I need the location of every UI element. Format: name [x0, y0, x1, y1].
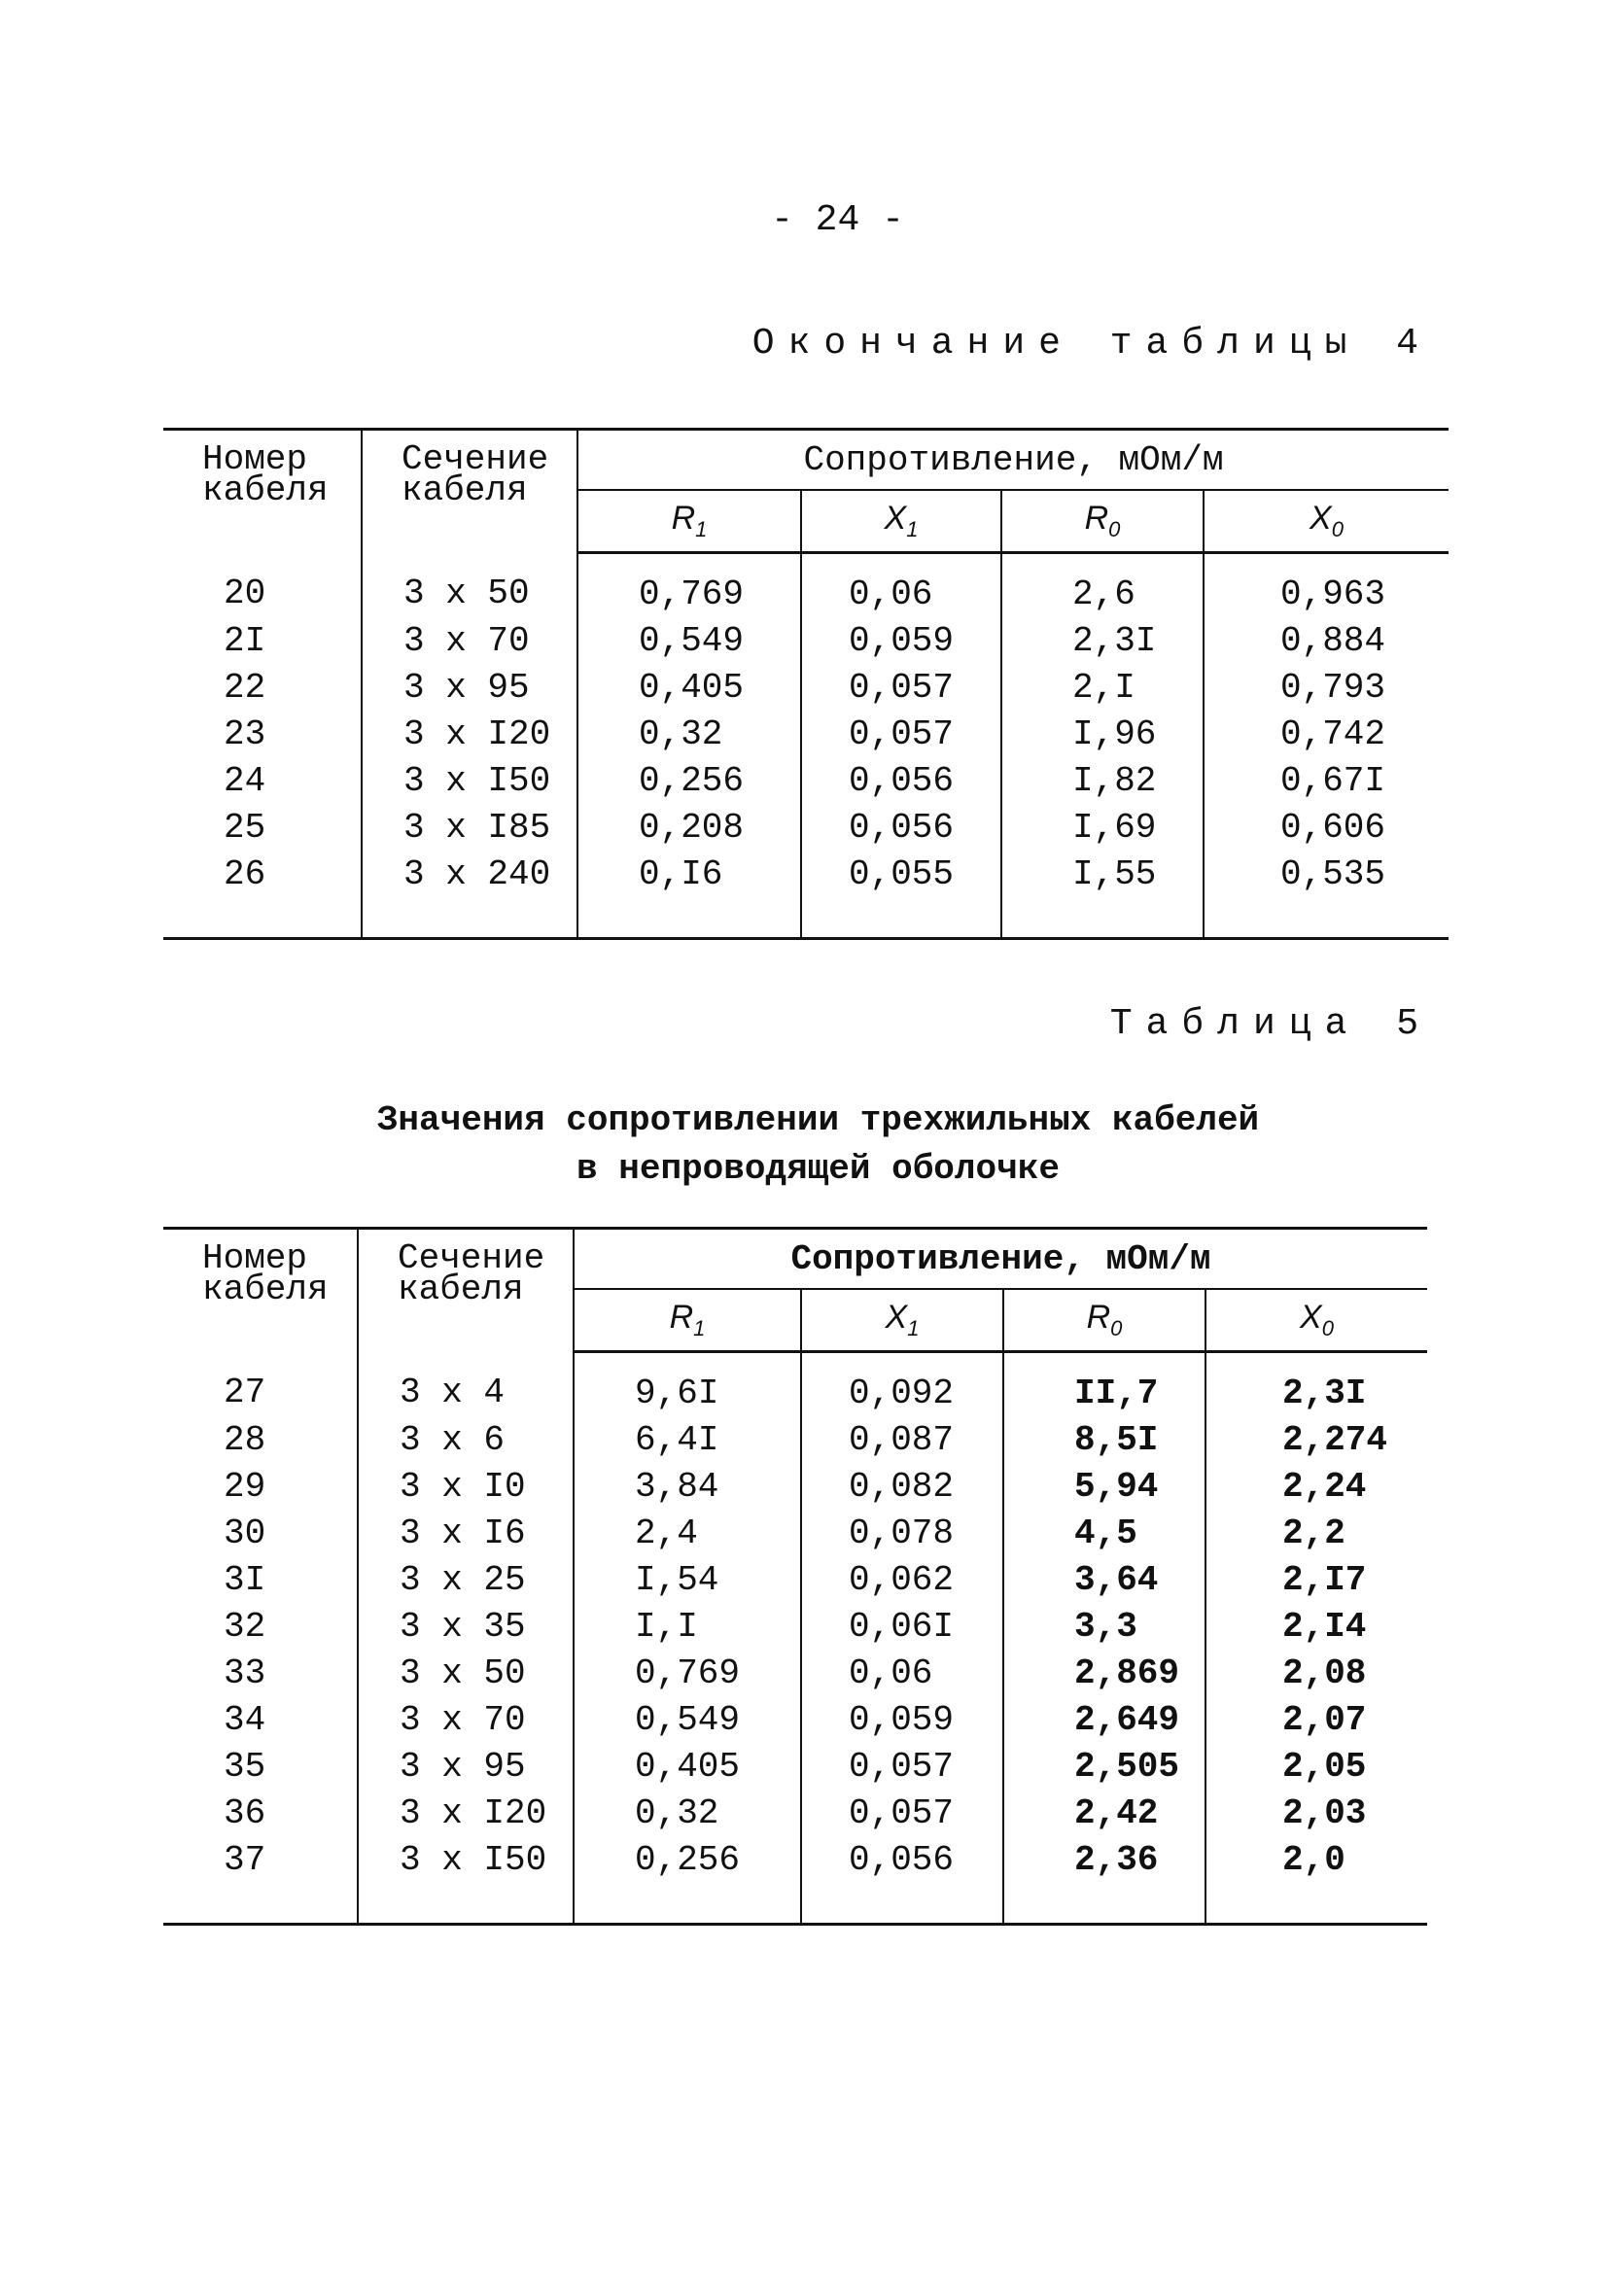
cable-number-cell: 26	[163, 852, 362, 939]
cable-number-cell: 34	[163, 1697, 358, 1744]
x0-value-cell: 2,03	[1282, 1793, 1367, 1833]
cable-section-cell: 3 x 35	[358, 1604, 574, 1651]
table-row	[163, 1651, 1427, 1697]
header-cable-number-line1: Номер	[202, 439, 308, 479]
header-x0: $X_0$	[1204, 490, 1449, 553]
table-row	[163, 1557, 1427, 1604]
table-row	[163, 1464, 1427, 1511]
header-cable-number-line2: кабеля	[202, 470, 329, 510]
cable-number-cell: 32	[163, 1604, 358, 1651]
cable-number-cell: 3I	[163, 1557, 358, 1604]
page-number: - 24 -	[771, 199, 904, 241]
cable-number-cell: 2I	[163, 618, 362, 665]
header-cable-number-line1: Номер	[202, 1238, 308, 1278]
r1-value-cell: 0,I6	[577, 852, 801, 939]
cable-section-cell: 3 x 240	[362, 852, 577, 939]
x1-value-cell: 0,056	[801, 758, 1001, 805]
cable-section-cell: 3 x I20	[362, 712, 577, 758]
cable-section-cell: 3 x 95	[362, 665, 577, 712]
x0-value-cell: 2,07	[1282, 1700, 1367, 1740]
cable-section-cell: 3 x I6	[358, 1511, 574, 1557]
r0-value-cell: I,69	[1001, 805, 1204, 852]
header-cable-section-line2: кабеля	[402, 470, 528, 510]
header-cable-number	[163, 430, 362, 553]
table-row	[163, 1511, 1427, 1557]
r0-value-cell: I,82	[1001, 758, 1204, 805]
x1-value-cell: 0,06	[801, 553, 1001, 619]
table-row	[163, 1604, 1427, 1651]
r1-value-cell: 6,4I	[574, 1417, 801, 1464]
table-row	[163, 1417, 1427, 1464]
header-resistance: Сопротивление, мОм/м	[577, 430, 1449, 491]
table-row	[163, 712, 1449, 758]
table-row	[163, 1744, 1427, 1791]
r0-value-cell: 4,5	[1003, 1511, 1205, 1557]
x1-value-cell: 0,057	[801, 665, 1001, 712]
cable-section-cell: 3 x 50	[358, 1651, 574, 1697]
x1-value-cell: 0,06	[801, 1651, 1003, 1697]
x1-value-cell: 0,087	[801, 1417, 1003, 1464]
cable-section-cell: 3 x I50	[358, 1837, 574, 1925]
r1-value-cell: 0,549	[577, 618, 801, 665]
r1-value-cell: 0,405	[577, 665, 801, 712]
x0-value-cell: 2,I7	[1282, 1560, 1367, 1600]
r1-value-cell: 0,256	[574, 1837, 801, 1925]
cable-number-cell: 27	[163, 1352, 358, 1418]
cable-number-cell: 28	[163, 1417, 358, 1464]
r1-value-cell: 0,32	[577, 712, 801, 758]
header-cable-section-line2: кабеля	[398, 1270, 524, 1309]
cable-section-cell: 3 x I20	[358, 1791, 574, 1837]
x1-value-cell: 0,057	[801, 712, 1001, 758]
r0-value-cell: 2,36	[1003, 1837, 1205, 1925]
r0-value-cell: 2,869	[1003, 1651, 1205, 1697]
table5-title	[0, 1096, 1607, 1194]
table5-caption: Таблица 5	[1109, 1003, 1432, 1045]
table-row	[163, 665, 1449, 712]
table5-title-line1: Значения сопротивлении трехжильных кабелей	[376, 1100, 1260, 1140]
table-row	[163, 553, 1449, 619]
x0-value-cell: 2,274	[1282, 1420, 1388, 1460]
x0-value-cell: 2,0	[1205, 1837, 1427, 1925]
header-resistance: Сопротивление, мОм/м	[574, 1229, 1427, 1290]
cable-number-cell: 37	[163, 1837, 358, 1925]
r0-value-cell: 2,42	[1003, 1791, 1205, 1837]
r0-value-cell: 2,6	[1001, 553, 1204, 619]
cable-number-cell: 25	[163, 805, 362, 852]
table-row	[163, 1837, 1427, 1925]
cable-section-cell: 3 x 6	[358, 1417, 574, 1464]
x1-value-cell: 0,057	[801, 1791, 1003, 1837]
cable-section-cell: 3 x 50	[362, 553, 577, 619]
cable-number-cell: 29	[163, 1464, 358, 1511]
cable-section-cell: 3 x 70	[362, 618, 577, 665]
table-row	[163, 1697, 1427, 1744]
x0-value-cell: 2,24	[1282, 1467, 1367, 1507]
cable-section-cell: 3 x 25	[358, 1557, 574, 1604]
x0-value-cell: 0,535	[1204, 852, 1449, 939]
r0-value-cell: 2,649	[1003, 1697, 1205, 1744]
header-cable-section	[358, 1229, 574, 1352]
r0-value-cell: I,96	[1001, 712, 1204, 758]
table5-title-line2: в непроводящей оболочке	[576, 1149, 1060, 1189]
x0-value-cell: 2,05	[1282, 1747, 1367, 1787]
cable-section-cell: 3 x 70	[358, 1697, 574, 1744]
r0-value-cell: I,55	[1001, 852, 1204, 939]
r0-value-cell: 2,I	[1001, 665, 1204, 712]
cable-section-cell: 3 x I50	[362, 758, 577, 805]
x1-value-cell: 0,092	[801, 1352, 1003, 1418]
x0-value-cell: 0,606	[1280, 808, 1386, 848]
r1-value-cell: I,54	[574, 1557, 801, 1604]
r0-value-cell: II,7	[1003, 1352, 1205, 1418]
header-cable-section-line1: Сечение	[402, 439, 549, 479]
r1-value-cell: 0,256	[577, 758, 801, 805]
r0-value-cell: 8,5I	[1003, 1417, 1205, 1464]
cable-section-cell: 3 x I85	[362, 805, 577, 852]
x0-value-cell: 2,3I	[1282, 1374, 1367, 1413]
r1-value-cell: 0,769	[577, 553, 801, 619]
x0-value-cell: 2,I4	[1282, 1607, 1367, 1647]
header-x1: $X_1$	[801, 490, 1001, 553]
x1-value-cell: 0,082	[801, 1464, 1003, 1511]
r1-value-cell: 0,208	[577, 805, 801, 852]
cable-number-cell: 36	[163, 1791, 358, 1837]
x0-value-cell: 0,884	[1280, 621, 1386, 661]
cable-number-cell: 35	[163, 1744, 358, 1791]
x1-value-cell: 0,078	[801, 1511, 1003, 1557]
x1-value-cell: 0,055	[801, 852, 1001, 939]
cable-number-cell: 30	[163, 1511, 358, 1557]
header-cable-section-line1: Сечение	[398, 1238, 545, 1278]
table5	[163, 1227, 1427, 1926]
r1-value-cell: 0,769	[574, 1651, 801, 1697]
cable-section-cell: 3 x 95	[358, 1744, 574, 1791]
r0-value-cell: 5,94	[1003, 1464, 1205, 1511]
r1-value-cell: 3,84	[574, 1464, 801, 1511]
x1-value-cell: 0,062	[801, 1557, 1003, 1604]
x0-value-cell: 2,2	[1282, 1513, 1345, 1553]
r1-value-cell: 2,4	[574, 1511, 801, 1557]
r1-value-cell: 0,32	[574, 1791, 801, 1837]
x1-value-cell: 0,057	[801, 1744, 1003, 1791]
header-cable-number	[163, 1229, 358, 1352]
cable-section-cell: 3 x I0	[358, 1464, 574, 1511]
r0-value-cell: 2,505	[1003, 1744, 1205, 1791]
r1-value-cell: 0,405	[574, 1744, 801, 1791]
cable-number-cell: 24	[163, 758, 362, 805]
table-row	[163, 852, 1449, 939]
table-row	[163, 758, 1449, 805]
x0-value-cell: 0,742	[1280, 714, 1386, 754]
r1-value-cell: I,I	[574, 1604, 801, 1651]
r0-value-cell: 3,3	[1003, 1604, 1205, 1651]
r1-value-cell: 9,6I	[574, 1352, 801, 1418]
table-row	[163, 618, 1449, 665]
x1-value-cell: 0,059	[801, 618, 1001, 665]
header-r1: $R_1$	[574, 1289, 801, 1352]
cable-section-cell: 3 x 4	[358, 1352, 574, 1418]
x0-value-cell: 0,67I	[1280, 761, 1386, 801]
r0-value-cell: 3,64	[1003, 1557, 1205, 1604]
r1-value-cell: 0,549	[574, 1697, 801, 1744]
table4	[163, 428, 1449, 940]
header-r0: $R_0$	[1001, 490, 1204, 553]
header-r0: $R_0$	[1003, 1289, 1205, 1352]
header-cable-number-line2: кабеля	[202, 1270, 329, 1309]
x1-value-cell: 0,06I	[801, 1604, 1003, 1651]
table-row	[163, 1352, 1427, 1418]
x1-value-cell: 0,056	[801, 805, 1001, 852]
header-r1: $R_1$	[577, 490, 801, 553]
x1-value-cell: 0,056	[801, 1837, 1003, 1925]
x0-value-cell: 0,963	[1280, 574, 1386, 614]
table-row	[163, 1791, 1427, 1837]
table-row	[163, 805, 1449, 852]
x1-value-cell: 0,059	[801, 1697, 1003, 1744]
r0-value-cell: 2,3I	[1001, 618, 1204, 665]
cable-number-cell: 33	[163, 1651, 358, 1697]
cable-number-cell: 22	[163, 665, 362, 712]
table4-continuation-caption: Окончание таблицы 4	[751, 323, 1432, 365]
x0-value-cell: 0,793	[1280, 668, 1386, 708]
x0-value-cell: 2,08	[1282, 1653, 1367, 1693]
header-x1: $X_1$	[801, 1289, 1003, 1352]
header-x0: $X_0$	[1205, 1289, 1427, 1352]
cable-number-cell: 23	[163, 712, 362, 758]
header-cable-section	[362, 430, 577, 553]
cable-number-cell: 20	[163, 553, 362, 619]
